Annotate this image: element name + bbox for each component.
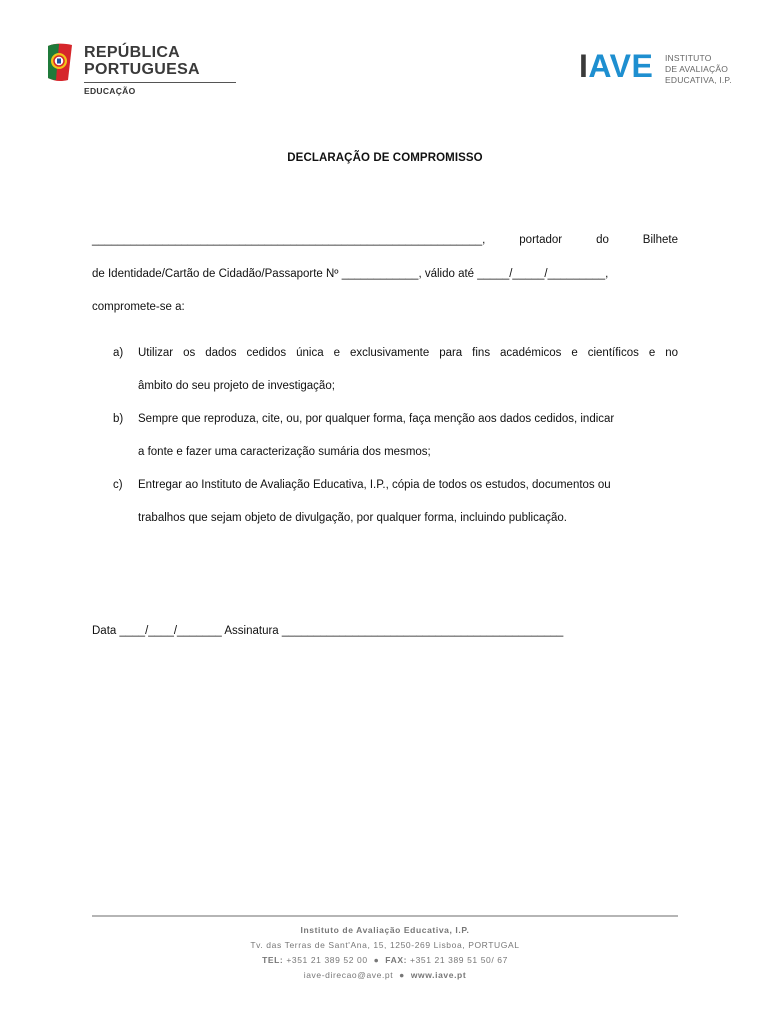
date-signature-line: Data ____/____/_______ Assinatura ____________________________________________ [92,625,564,637]
declaration-line-2: de Identidade/Cartão de Cidadão/Passaporte Nº ____________, válido até _____/_____/_________, [92,268,609,280]
footer-fax: +351 21 389 51 50/ 67 [410,955,508,965]
footer-org: Instituto de Avaliação Educativa, I.P. [300,925,470,935]
iave-wordmark-ave: AVE [588,48,654,84]
logo-divider [84,82,236,83]
iave-subtitle-line2: DE AVALIAÇÃO [665,64,729,74]
item-c-line-1: Entregar ao Instituto de Avaliação Educativa, I.P., cópia de todos os estudos, documentos ou [138,479,611,491]
footer-phone-fax [0,955,770,965]
word-bilhete: Bilhete [642,234,678,246]
portugal-flag-emblem-icon [44,42,76,84]
logo-subtitle-educacao: EDUCAÇÃO [84,86,136,96]
declaration-line-1 [92,234,678,246]
bullet-icon: ● [370,955,383,965]
iave-wordmark-i: I [579,48,589,84]
footer-divider [92,915,678,917]
iave-subtitle-line3: EDUCATIVA, I.P. [665,75,732,85]
item-a-line-2: âmbito do seu projeto de investigação; [138,380,335,392]
word-do: do [596,234,609,246]
iave-logo [579,48,739,92]
item-a-letter: a) [113,347,124,359]
footer-email[interactable]: iave-direcao@ave.pt [303,970,394,980]
item-b-line-1: Sempre que reproduza, cite, ou, por qualquer forma, faça menção aos dados cedidos, indicar [138,413,615,425]
footer-tel-label: TEL: [262,955,284,965]
footer-website[interactable]: www.iave.pt [410,970,467,980]
iave-wordmark [579,48,653,84]
iave-subtitle [665,53,732,86]
logo-line-portuguesa: PORTUGUESA [84,61,200,78]
declaration-line-3: compromete-se a: [92,301,185,313]
item-c-line-2: trabalhos que sejam objeto de divulgação, por qualquer forma, incluindo publicação. [138,512,567,524]
republica-portuguesa-logo [44,42,204,100]
word-portador: portador [519,234,563,246]
iave-subtitle-line1: INSTITUTO [665,53,712,63]
footer-fax-label: FAX: [385,955,408,965]
bullet-icon: ● [396,970,408,980]
item-b-line-2: a fonte e fazer uma caracterização sumária dos mesmos; [138,446,431,458]
footer-contacts [0,970,770,980]
item-b-letter: b) [113,413,124,425]
name-blank: _____________________________________________________________, [92,234,486,246]
footer-address: Tv. das Terras de Sant'Ana, 15, 1250-269 Lisboa, PORTUGAL [250,940,520,950]
item-c-letter: c) [113,479,123,491]
footer-tel: +351 21 389 52 00 [286,955,368,965]
logo-line-republica: REPÚBLICA [84,44,181,61]
item-a-line-1: Utilizar os dados cedidos única e exclusivamente para fins académicos e científicos e no [138,347,678,359]
document-title: DECLARAÇÃO DE COMPROMISSO [287,152,483,164]
